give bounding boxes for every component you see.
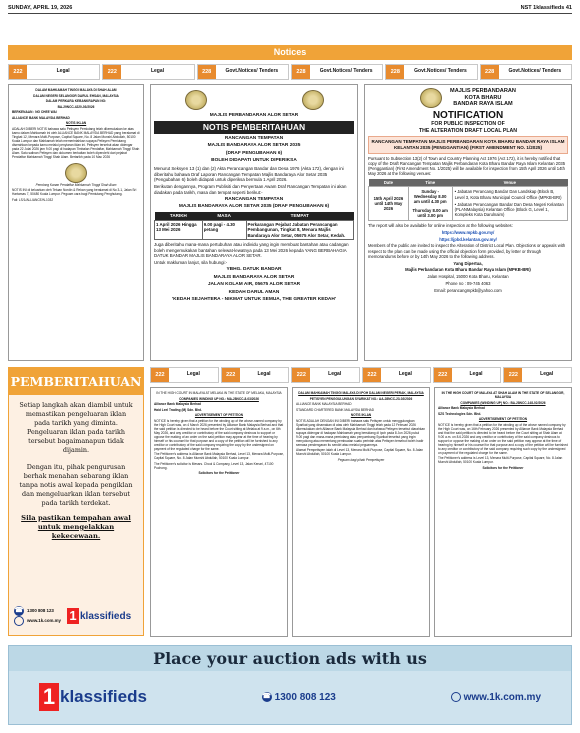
court-name: DALAM MAHKAMAH TINGGI MALAYA DI SHAH ALAM: [35, 88, 117, 92]
category-header: [385, 64, 477, 80]
auction-footer: [9, 671, 571, 723]
court-name: DALAM MAHKAMAH TINGGI MALAYA DI IPOH DALAM NEGERI PERAK, MALAYSIA: [298, 391, 424, 395]
advert-heading: ADVERTISEMENT OF PETITION: [478, 417, 528, 421]
council-header: [368, 88, 568, 108]
notice-body-2: Members of the public are invited to inspect the Alteration of District Local Plan. Objections or appeals with respect to the plan can be made using the official objection form provided, by letter or through memorandums before or by 14th May 2026 to the following address.: [368, 243, 566, 259]
notice-body: NOTIS ADALAH DENGAN INI DIBERI bahawa satu Petisyen untuk menggulungkan Syarikat yang dinamakan di atas oleh Mahkamah Tinggi telah pada 12 Februari 2026 dikemukakan oleh Alliance Bank Malaysia Berhad dan bahawa Petisyen tersebut diarahkan supaya didengar di hadapan Mahkamah yang bersidang di Ipoh pada 8 Jun 2026 pukul 9.00 pagi dan mana-mana pemiutang atau penyumbang Syarikat tersebut yang ingin menyokong atau menentang pembuatan suatu perintah atas Petisyen tersebut boleh hadir semasa pendengaran itu sendiri atau melalui peguamnya.: [296, 418, 425, 447]
category-header: [291, 64, 383, 80]
category-header: [362, 367, 431, 383]
signatory-2: MAJLIS BANDARAYA ALOR SETAR: [213, 274, 295, 280]
petitioner-name: Alliance Bank Malaysia Berhad: [154, 402, 201, 406]
auction-banner: [8, 645, 572, 725]
masthead-date: SUNDAY, APRIL 19, 2026: [8, 5, 73, 11]
notice-body: Pursuant to Subsection 13(2) of Town and Country Planning Act 1976 (Act 172), it is hereby notified that copy of the Draft Rancangan Tempatan Majlis Perbandaran Kota Bharu Bandar Raya Islam Kelantan 2035 (Penggantian) (First Amendment No. 1/2025) will be available for inspection from 15th April 2026 until 14th May 2026 at the following venues:: [368, 155, 566, 177]
party-2: STANDARD CHARTERED BANK MALAYSIA BERHAD: [296, 407, 375, 412]
website-link[interactable]: https://www.mpkb.gov.my/: [441, 229, 495, 235]
category-label: Govt.Notices/ Tenders: [225, 68, 279, 75]
category-header: [503, 367, 572, 383]
category-label: Legal: [469, 371, 483, 378]
venue-item: • Jabatan Perancang Bandar Dan Landskap (Block B, Level 3, Kota Bharu Municipal Council Office (MPKB-BRI): [454, 189, 562, 200]
globe-icon: [14, 616, 24, 626]
col-date: Date: [369, 179, 409, 187]
category-header: [480, 64, 572, 80]
legal-notice-bankruptcy: [8, 84, 144, 361]
cell-venue: [452, 186, 567, 220]
logo-mark: 1: [39, 683, 59, 711]
respondent-name: Haid Leel Trading (M) Sdn. Bhd.: [154, 407, 202, 412]
cell-date: 1 April 2026 Hingga 13 Mei 2026: [155, 220, 203, 240]
legal-notice-ipoh: [292, 387, 430, 637]
phone-icon: ☎: [14, 607, 24, 614]
website-link[interactable]: https://jpbd.kelantan.gov.my/: [439, 236, 497, 242]
category-header: [102, 64, 194, 80]
notice-body: Menurut Seksyen 13 (1) dan (2) Akta Perancangan Bandar dan Desa 1976 (Akta 172), dengan ini diberitahu bahawa Draf Laporan Rancangan Tempatan Majlis Bandaraya Alor Setar 2035 (Pengubahan 6) boleh didapati untuk diperiksa bermula 1 April 2026.: [154, 166, 344, 183]
auction-web[interactable]: www.1k.com.my: [451, 692, 541, 703]
party-1: ALLIANCE BANK MALAYSIA BERHAD: [296, 402, 352, 406]
category-header: [291, 367, 360, 383]
auction-phone: ☎ 1300 808 123: [262, 691, 336, 703]
promo-paragraph-3: Sila pastikan tempahan awal untuk mengelakkan kekecewaan.: [21, 513, 131, 540]
col-venue: Venue: [452, 179, 567, 187]
council-line-1: MAJLIS PERBANDARAN: [450, 88, 516, 94]
notice-body: NOTICE is hereby given that a petition for the winding up of the above named company by the High Court was, on 16th February 2026 presented by Alliance Bank Malaysia Berhad and that the said petition is directed to be heard before the Court sitting at Shah Alam at 9.00 a.m. on 8.6.2026 and any creditor or contributory of the said company desirous to support or oppose the making of an order on the said petition may appear at the time of hearing by himself or his counsel for that purpose and a copy of the petition will be furnished to any creditor or contributory of the said company requiring such copy by the undersigned on payment of the regulated charge for the same.: [438, 422, 568, 455]
col-date: TARIKH: [155, 212, 203, 220]
globe-icon: [451, 692, 461, 702]
header-row-top: [8, 64, 572, 80]
council-line-2: KOTA BHARU: [464, 94, 502, 101]
col-place: TEMPAT: [246, 212, 353, 220]
table-row: [369, 186, 568, 220]
category-label: Legal: [398, 371, 412, 378]
category-label: Legal: [186, 371, 200, 378]
schedule-table: [154, 212, 354, 240]
suit-number: COMPANIES (WINDING UP) NO.: BA-28NCC-148-02/2026: [460, 400, 546, 405]
category-label: Legal: [56, 68, 70, 75]
category-number: 228: [481, 65, 499, 79]
table-row: [155, 220, 354, 240]
suit-number: COMPANIES WINDING UP NO.: MA-28NCC-8-03/2026: [179, 396, 259, 401]
govt-notice-kota-bharu: [364, 84, 572, 361]
seal-caption: Penolong Kanan Pendaftar Mahkamah Tinggi Shah Alam: [35, 182, 117, 187]
notice-body-3: The Petitioner's solicitor is Messrs. Chooi & Company, Level 13, Jalan Kenari, 47100 Puchong.: [154, 461, 274, 470]
court-state: DALAM NEGERI SELANGOR DARUL EHSAN, MALAYSIA: [33, 93, 119, 98]
council-crest-icon: [302, 90, 324, 110]
legal-notice-shah-alam: [434, 387, 572, 637]
category-header: [433, 367, 502, 383]
signatory-4: KEDAH DARUL AMAN: [228, 289, 280, 295]
notice-body-2: The Petitioner's address is Level 13, Menara Multi-Purpose, Capital Square, No. 8 Jalan Munshi Abdullah, 50100 Kuala Lumpur.: [438, 456, 563, 464]
category-number: 222: [151, 368, 169, 382]
court-name: IN THE HIGH COURT OF MALAYA AT SHAH ALAM IN THE STATE OF SELANGOR, MALAYSIA: [441, 391, 565, 399]
category-number: 222: [504, 368, 522, 382]
category-number: 222: [292, 368, 310, 382]
council-crest-icon: [420, 88, 442, 108]
venue-item: • Jabatan Perancangan Bandar Dan Desa Negeri Kelantan (PLANMalaysia) Kelantan Office (Block G, Level 1, Kompleks Kota Darulnaim): [454, 201, 564, 218]
govt-notice-alor-setar: [150, 84, 358, 361]
subtitle-1: FOR PUBLIC INSPECTION OF: [431, 121, 505, 128]
auction-slogan: Place your auction ads with us: [9, 646, 571, 671]
file-reference: Fail: LS/1/ALLIANCE/N-1032: [12, 197, 54, 202]
klassifieds-logo: [67, 608, 131, 624]
respondent-name: SZS Technologies Sdn. Bhd.: [438, 411, 482, 416]
category-header: [150, 367, 219, 383]
solicitor-note: Solicitors for the Petitioner: [482, 465, 524, 470]
promo-paragraph-2: Dengan itu, pihak pengurusan berhak menahan sebarang iklan tanpa notis awal kepada pengiklan dan mengeluarkan iklan tersebut pada tarikh terdekat.: [19, 462, 133, 507]
plan-line-2: MAJLIS BANDARAYA ALOR SETAR 2035: [207, 143, 301, 149]
category-label: Govt.Notices/ Tenders: [508, 68, 562, 75]
promo-footer: [9, 597, 143, 635]
plan-line-1: RANCANGAN TEMPATAN: [224, 135, 284, 141]
category-number: 228: [386, 65, 404, 79]
masthead-paper: NST 1klassifieds 41: [520, 5, 572, 11]
motto: 'KEDAH SEJAHTERA - NIKMAT UNTUK SEMUA, THE GREATER KEDAH': [172, 297, 336, 303]
promo-web[interactable]: www.1k.com.my: [14, 616, 61, 626]
petitioner-name: Alliance Bank Malaysia Berhad: [438, 406, 485, 410]
category-number: 222: [434, 368, 452, 382]
notice-footer: NOTIS INI di keluarkan oleh Tetuan Nordin & Rekan yang beralamat di No 3-1, Jalan Sri Hartamas 7, 50480 Kuala Lumpur. Peguam cara bagi Pemiutang Penghutang.: [12, 188, 137, 196]
category-header: [197, 64, 289, 80]
court-name: IN THE HIGH COURT IN MALAYA AT MELAKA IN THE STATE OF MELAKA, MALAYSIA: [156, 391, 282, 395]
subtitle-2: THE ALTERATION DRAFT LOCAL PLAN: [418, 127, 518, 134]
signatory-3: Jalan Hospital, 15000 Kota Bharu, Kelantan: [427, 274, 509, 280]
signatory-4: Phone no : 09-745 4063: [445, 280, 491, 286]
category-label: Legal: [540, 371, 554, 378]
time-slot-1: Sunday - Wednesday 8.00 am until 4.30 pm: [413, 188, 447, 205]
logo-mark: 1: [67, 608, 79, 624]
cell-time: 9.00 pagi - 4.30 petang: [202, 220, 246, 240]
suit-title: DALAM PERKARA KEBANKRAPAN NO:: [45, 99, 107, 103]
notification-title: NOTIFICATION: [432, 110, 504, 122]
suit-number: BA-29NCC-4220-03/2026: [57, 104, 95, 109]
advert-heading: ADVERTISEMENT OF PETITION: [194, 413, 244, 417]
masthead: [8, 2, 572, 14]
seal-row: [154, 90, 354, 110]
category-number: 222: [222, 368, 240, 382]
signatory-3: JALAN KOLAM AIR, 05675 ALOR SETAR: [207, 282, 301, 288]
category-header: [221, 367, 290, 383]
notice-heading: NOTIS IKLAN: [65, 121, 87, 125]
category-number: 222: [103, 65, 121, 79]
category-number: 228: [292, 65, 310, 79]
section-title: Notices: [8, 45, 572, 60]
solicitor-note: Solicitors for the Petitioner: [198, 471, 240, 475]
plan-line-3: (DRAF PENGUBAHAN 6): [225, 150, 283, 156]
category-header: [8, 64, 100, 80]
notice-body-3: Juga diberitahu mana-mana pertubuhan atau individu yang ingin membuat bantahan atau cadangan boleh mengemukakan bantahan selewat-lewatnya pada 13 Mei 2026 kepada YANG BERBAHAGIA DATUK BANDAR MAJLIS BANDARAYA ALOR SETAR.: [154, 242, 349, 259]
plan-line-4: BOLEH DIDAPATI UNTUK DIPERIKSA: [211, 158, 297, 164]
category-label: Govt.Notices/ Tenders: [414, 68, 467, 75]
suit-number: PETISYEN PENGGULUNGAN SYARIKAT NO.: AA-28NCC-23-02/2026: [309, 396, 413, 401]
header-row-bottom: [150, 367, 572, 383]
creditor-name: ALLIANCE BANK MALAYSIA BERHAD: [12, 115, 70, 120]
table-title-2: MAJLIS BANDARAYA ALOR SETAR 2035 (DRAF PENGUBAHAN 6): [178, 204, 330, 210]
col-time: Time: [408, 179, 452, 187]
notice-body-2: The Petitioner's address is Alliance Bank Malaysia Berhad, Level 13, Menara Multi-Purpose, Capital Square, No. 8 Jalan Munshi Abdullah, 50100 Kuala Lumpur.: [154, 452, 284, 460]
notice-body-2: Alamat Pempetisyen ialah di Level 13, Menara Multi-Purpose, Capital Square, No. 8 Jalan Munshi Abdullah, 50100 Kuala Lumpur.: [296, 448, 424, 456]
category-number: 228: [198, 65, 216, 79]
notice-banner: NOTIS PEMBERITAHUAN: [154, 121, 354, 134]
category-number: 222: [9, 65, 27, 79]
promo-contact: [14, 606, 61, 626]
category-label: Legal: [328, 371, 342, 378]
category-label: Legal: [257, 371, 271, 378]
debtor-name: BERKENAAN : NG CHEE WAI: [12, 110, 57, 114]
venue-table: [368, 179, 568, 222]
cell-time: [408, 186, 452, 220]
council-name: MAJLIS PERBANDARAN ALOR SETAR: [209, 113, 299, 118]
promo-notice: [8, 367, 144, 636]
category-number: 222: [363, 368, 381, 382]
cell-place: Perkarangan Pejabat Jabatan Perancangan Pembangunan, Tingkat 8, Menara Majlis Bandaraya Alor Setar, 05675 Alor Setar, Kedah.: [246, 220, 353, 240]
cell-date: 15th April 2026 until 14th May 2026: [369, 186, 409, 220]
state-crest-icon: [185, 90, 207, 110]
masthead-rule: [8, 13, 572, 14]
promo-title: PEMBERITAHUAN: [9, 368, 143, 395]
klassifieds-logo: [39, 683, 147, 711]
notice-body: NOTICE is hereby given that a petition for the winding up of the above-named company by the High Court was, on 4 March 2026 presented by Alliance Bank Malaysia Berhad and that the said petition is directed to be heard before the Court sitting at Melaka at 9 a.m., on 6th May 2026, and any creditor or contributory of the said company desirous to support or oppose the making of an order on the said petition may appear at the time of hearing by himself or his counsel for that purpose and a copy of the petition will be furnished to any creditor or contributory of the said company requiring the copy by the undersigned on payment of the regulated charge for the same.: [154, 418, 284, 451]
signatory-1: Yang Dipertua,: [453, 260, 483, 266]
logo-text: klassifieds: [60, 687, 147, 706]
logo-text: klassifieds: [80, 610, 132, 622]
time-slot-2: Thursday 8.00 am until 3.00 pm: [412, 207, 448, 218]
council-title: [450, 88, 516, 108]
online-text: The report will also be available for online inspection at the following websites:: [368, 223, 513, 229]
plan-highlight: RANCANGAN TEMPATAN MAJLIS PERBANDARAN KOTA BHARU BANDAR RAYA ISLAM KELANTAN 2035 (PENGGANTIAN) (FIRST AMENDMENT NO. 1/2025): [368, 136, 568, 153]
table-title-1: RANCANGAN TEMPATAN: [224, 196, 284, 202]
notice-body-2: Berikutan dengannya, Program Publisiti dan Penyertaan Awam Draf Rancangan Tempatan ini akan diadakan pada tarikh, masa dan tempat seperti berikut:-: [154, 184, 347, 195]
notice-heading: NOTIS IKLAN: [350, 413, 372, 417]
signatory-1: YBHG. DATUK BANDAR: [226, 267, 282, 273]
signatory-2: Majlis Perbandaran Kota Bharu Bandar Raya Islam (MPKB-BRI): [405, 267, 531, 273]
phone-icon: ☎: [262, 692, 272, 700]
category-label: Govt.Notices/ Tenders: [319, 68, 373, 75]
court-seal: [65, 163, 87, 183]
promo-paragraph-1: Setiap langkah akan diambil untuk memastikan pengeluaran iklan pada tarikh yang diminta. Pengeluaran iklan pada tarikh tersebut bagaimanapun tidak dijamin.: [19, 401, 133, 454]
signatory-email: Email: perancangmpkb@yahoo.com: [434, 287, 502, 293]
promo-phone: ☎ 1300 808 123: [14, 607, 54, 614]
legal-notice-melaka: [150, 387, 288, 637]
col-time: MASA: [202, 212, 246, 220]
contact-line: Untuk makluman lanjut, sila hubungi:-: [154, 260, 228, 266]
solicitor-note: Peguam bagi pihak Pempetisyen: [337, 457, 385, 462]
category-label: Legal: [150, 68, 165, 75]
council-line-3: BANDAR RAYA ISLAM: [453, 101, 513, 108]
notice-body: ADALAH DIBERI NOTIS bahawa satu Petisyen Pemiutang telah dikemukakan ke atas kamu dalam Mahkamah ini oleh ALLIANCE BANK MALAYSIA BERHAD yang beralamat di Tingkat 12, Menara Multi-Purpose, Capital Square, No. 8 Jalan Munshi Abdullah, 50100 Kuala Lumpur dan Mahkamah telah memerintahkan supaya Petisyen Pemiutang diserahkan kepada kamu melalui penyiaran iklan ini. Petisyen tersebut akan didengar pada 22 Julai 2026 jam 9.00 pagi di hadapan Timbalan Pendaftar, Mahkamah Tinggi Shah Alam. Satu salinan Petisyen dan dokumen berkaitan boleh diperolehi dari pejabat Pendaftar Mahkamah Tinggi Shah Alam. Bertarikh pada 10 Mac 2026: [12, 126, 140, 159]
